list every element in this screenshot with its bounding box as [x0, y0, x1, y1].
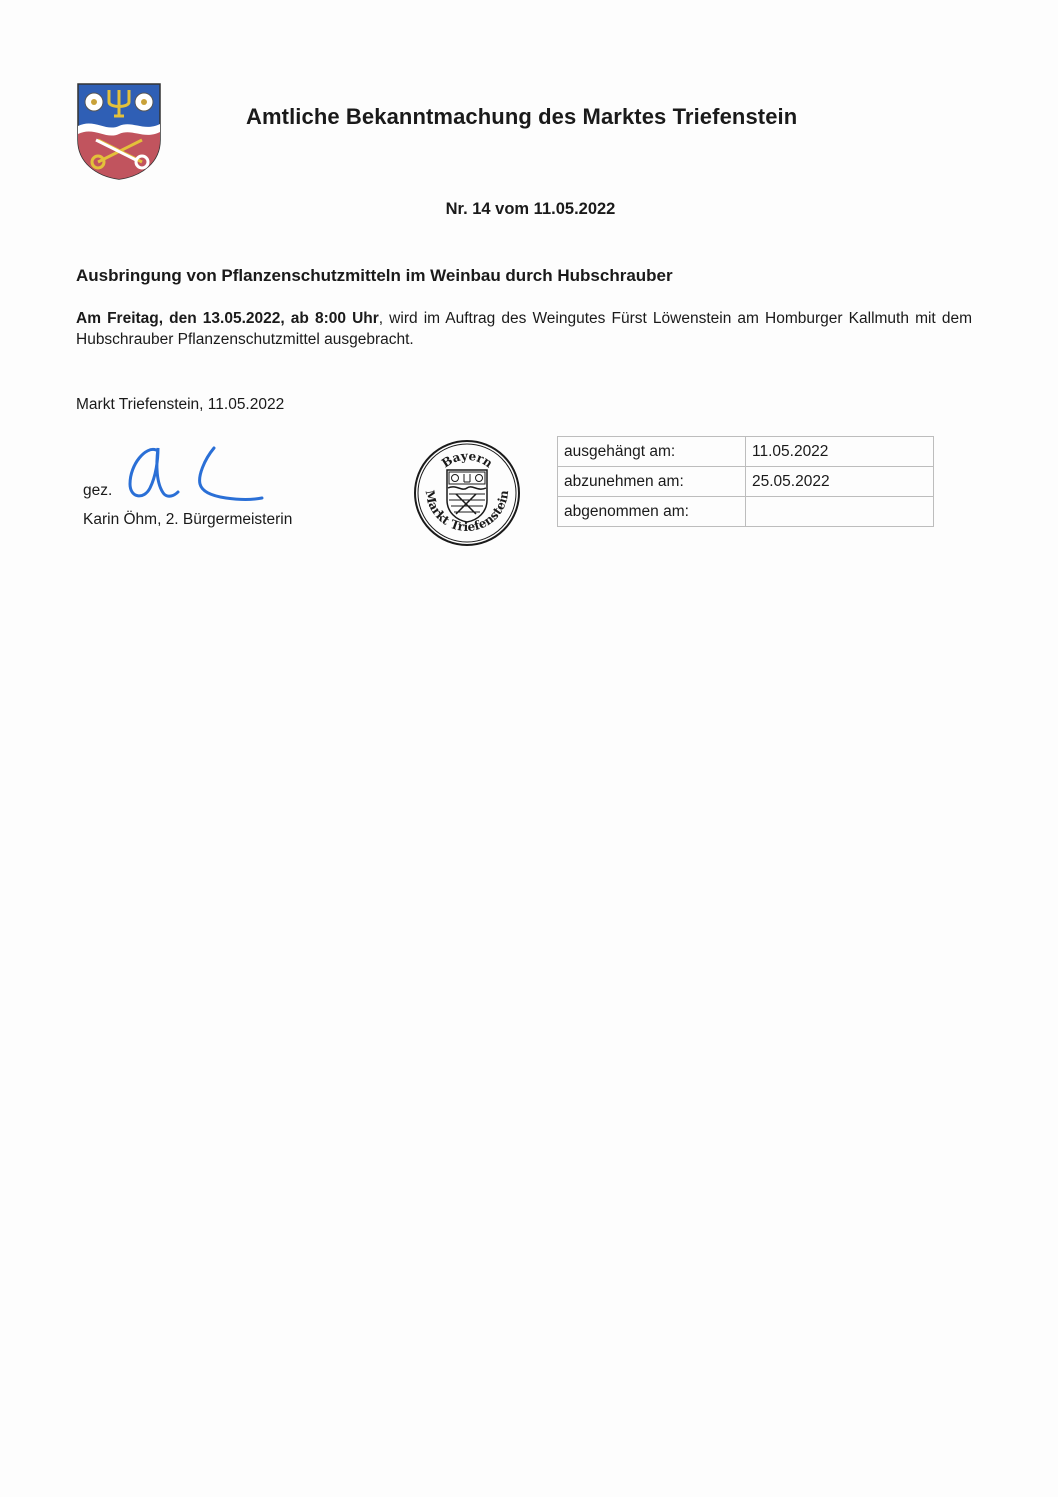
table-cell-label: abgenommen am: — [558, 497, 746, 527]
table-row — [558, 467, 934, 497]
official-seal-icon — [412, 438, 522, 548]
document-title: Amtliche Bekanntmachung des Marktes Triefenstein — [246, 104, 798, 129]
table-cell-value: 25.05.2022 — [746, 467, 934, 497]
coat-of-arms-icon — [76, 82, 162, 180]
signer-name: Karin Öhm, 2. Bürgermeisterin — [83, 511, 293, 528]
notice-body-rest: , wird im Auftrag des Weingutes Fürst Löwenstein am Homburger Kallmuth mit dem Hubschrauber Pflanzenschutzmittel ausgebracht. — [76, 310, 972, 348]
table-cell-value — [746, 497, 934, 527]
notice-headline: Ausbringung von Pflanzenschutzmitteln im Weinbau durch Hubschrauber — [76, 266, 673, 285]
gez-abbreviation: gez. — [83, 482, 113, 499]
notice-body — [76, 308, 972, 350]
table-cell-value: 11.05.2022 — [746, 437, 934, 467]
table-cell-label: ausgehängt am: — [558, 437, 746, 467]
place-and-date: Markt Triefenstein, 11.05.2022 — [76, 396, 285, 413]
notice-body-emphasis: Am Freitag, den 13.05.2022, ab 8:00 Uhr — [76, 310, 379, 327]
posting-dates-table — [557, 436, 934, 527]
seal-top-text: Bayern — [439, 448, 496, 471]
handwritten-signature — [116, 440, 266, 510]
notice-number: Nr. 14 vom 11.05.2022 — [445, 200, 616, 218]
table-cell-label: abzunehmen am: — [558, 467, 746, 497]
table-row — [558, 437, 934, 467]
table-row — [558, 497, 934, 527]
seal-bottom-text: Markt Triefenstein — [422, 488, 512, 535]
